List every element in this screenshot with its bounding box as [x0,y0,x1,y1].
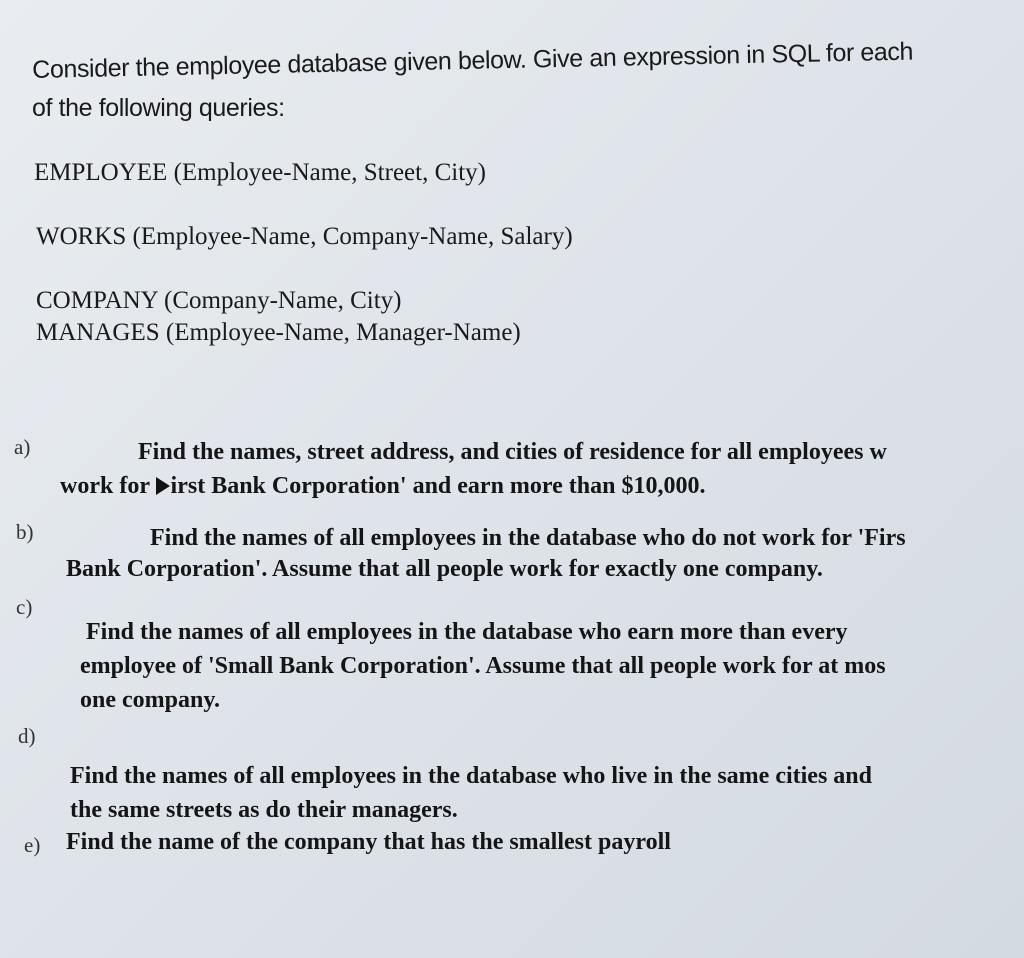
question-b-line-1: Find the names of all employees in the database who do not work for 'Firs [150,525,906,551]
schema-manages: MANAGES (Employee-Name, Manager-Name) [36,319,521,346]
question-a-line-1: Find the names, street address, and cities of residence for all employees w [138,439,887,465]
question-c-line-3: one company. [80,687,221,713]
cursor-arrow-icon [156,477,170,495]
intro-line-2: of the following queries: [32,94,285,122]
question-b-line-2: Bank Corporation'. Assume that all people work for exactly one company. [66,556,823,582]
question-e-label: e) [24,833,41,857]
question-c-line-2: employee of 'Small Bank Corporation'. Assume that all people work for at mos [80,653,886,679]
question-c-line-1: Find the names of all employees in the database who earn more than every [86,619,848,645]
intro-line-1: Consider the employee database given below. Give an expression in SQL for each [31,37,914,84]
schema-company: COMPANY (Company-Name, City) [36,287,402,314]
question-b-label: b) [16,520,34,544]
question-d-line-2: the same streets as do their managers. [70,797,458,823]
question-a-label: a) [14,435,31,459]
question-c-label: c) [16,595,33,619]
schema-employee: EMPLOYEE (Employee-Name, Street, City) [34,159,486,186]
question-d-line-1: Find the names of all employees in the database who live in the same cities and [70,763,872,789]
question-a-line-2 [60,474,705,498]
question-a-line-2-rest: irst Bank Corporation' and earn more than $10,000. [170,473,706,499]
question-e-line-1: Find the name of the company that has the smallest payroll [66,829,671,855]
question-a-line-2-prefix: work for [60,473,156,499]
question-d-label: d) [18,724,36,748]
schema-works: WORKS (Employee-Name, Company-Name, Salary) [36,223,573,250]
